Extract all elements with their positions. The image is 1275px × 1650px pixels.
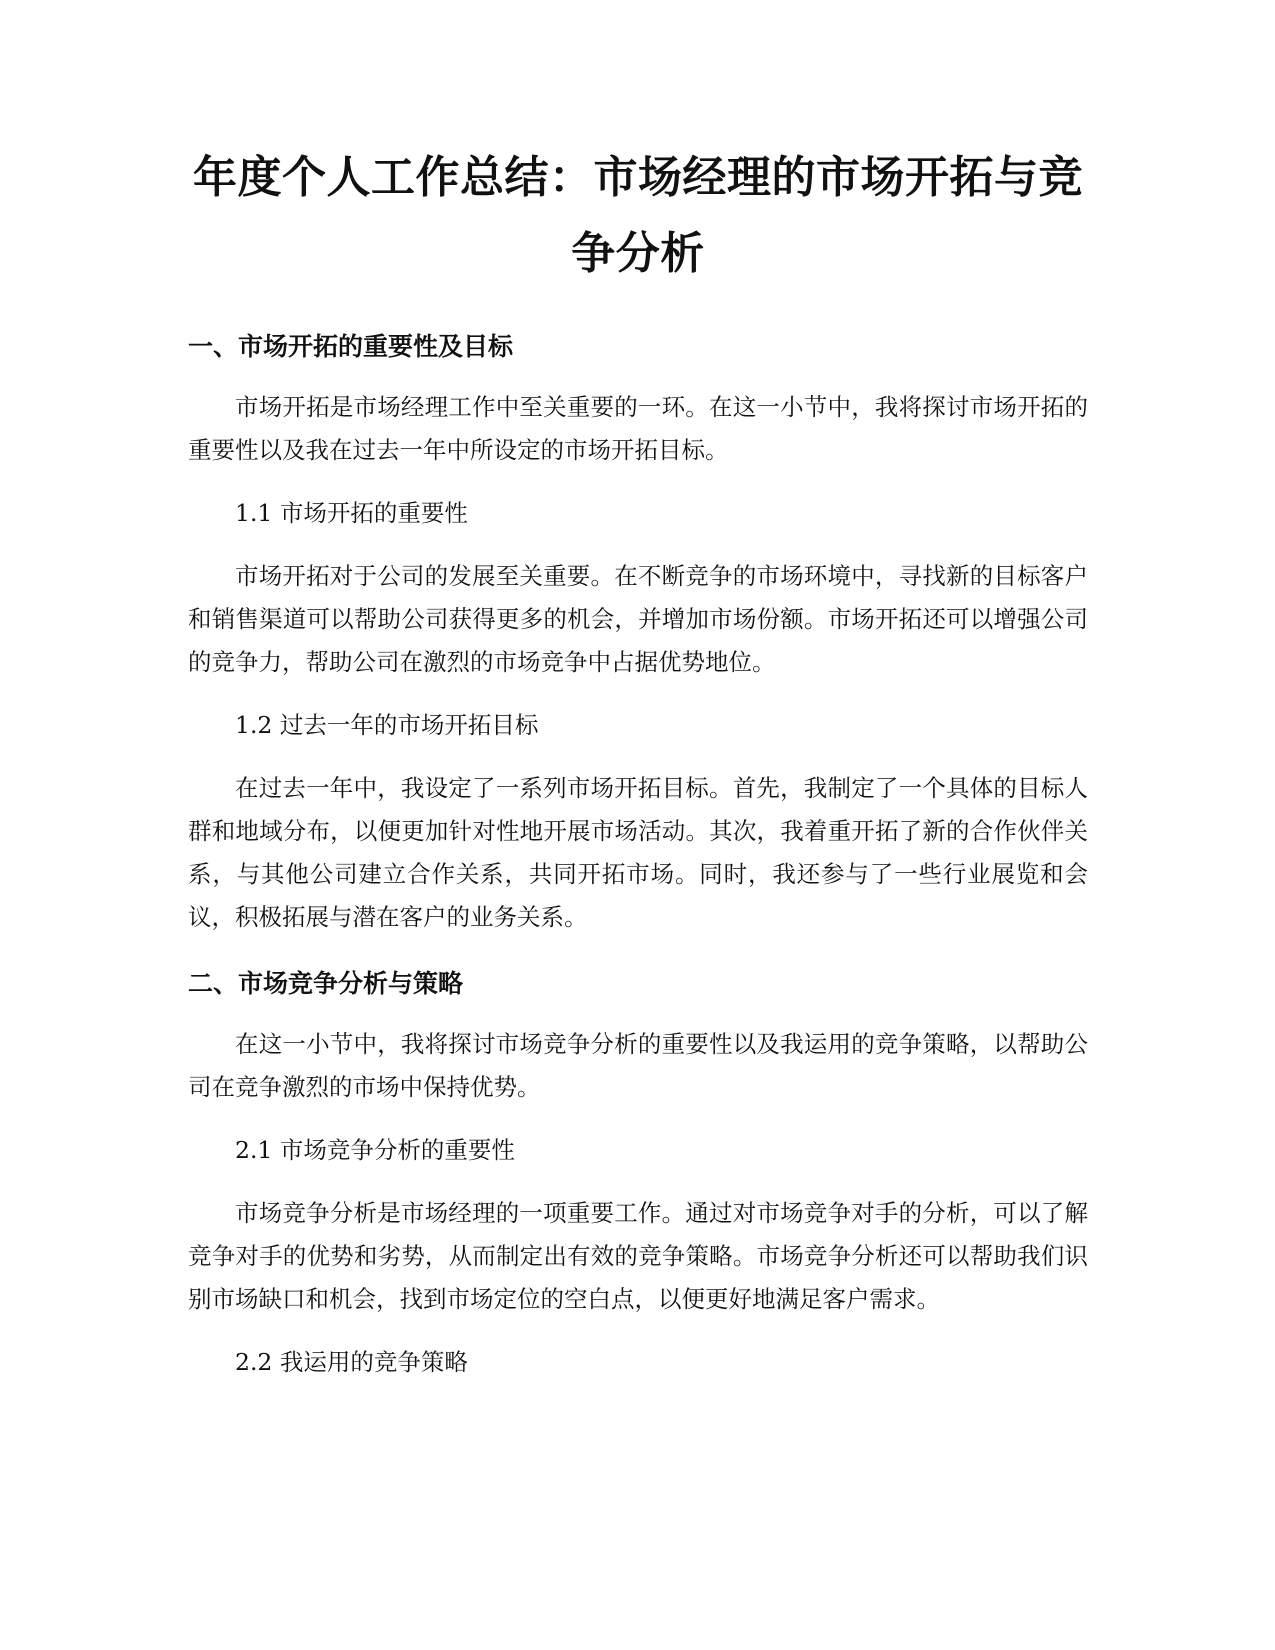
document-page xyxy=(188,140,1088,1404)
subsection-2-1-body: 市场竞争分析是市场经理的一项重要工作。通过对市场竞争对手的分析，可以了解竞争对手的优势和劣势，从而制定出有效的竞争策略。市场竞争分析还可以帮助我们识别市场缺口和机会，找到市场定位的空白点，以便更好地满足客户需求。 xyxy=(188,1199,1088,1313)
subsection-1-1-body: 市场开拓对于公司的发展至关重要。在不断竞争的市场环境中，寻找新的目标客户和销售渠道可以帮助公司获得更多的机会，并增加市场份额。市场开拓还可以增强公司的竞争力，帮助公司在激烈的市场竞争中占据优势地位。 xyxy=(188,562,1088,676)
subsection-1-2-body: 在过去一年中，我设定了一系列市场开拓目标。首先，我制定了一个具体的目标人群和地域分布，以便更加针对性地开展市场活动。其次，我着重开拓了新的合作伙伴关系，与其他公司建立合作关系，共同开拓市场。同时，我还参与了一些行业展览和会议，积极拓展与潜在客户的业务关系。 xyxy=(188,774,1088,931)
subsection-heading-1-2: 1.2 过去一年的市场开拓目标 xyxy=(235,711,539,739)
section-heading-2: 二、市场竞争分析与策略 xyxy=(188,969,464,998)
subsection-heading-1-1: 1.1 市场开拓的重要性 xyxy=(235,499,468,527)
section-1-intro: 市场开拓是市场经理工作中至关重要的一环。在这一小节中，我将探讨市场开拓的重要性以及我在过去一年中所设定的市场开拓目标。 xyxy=(188,393,1088,464)
document-title: 年度个人工作总结：市场经理的市场开拓与竞争分析 xyxy=(193,152,1083,279)
section-heading-1: 一、市场开拓的重要性及目标 xyxy=(188,332,514,361)
section-2-intro: 在这一小节中，我将探讨市场竞争分析的重要性以及我运用的竞争策略，以帮助公司在竞争激烈的市场中保持优势。 xyxy=(188,1030,1088,1101)
subsection-heading-2-2: 2.2 我运用的竞争策略 xyxy=(235,1348,468,1376)
subsection-heading-2-1: 2.1 市场竞争分析的重要性 xyxy=(235,1136,515,1164)
